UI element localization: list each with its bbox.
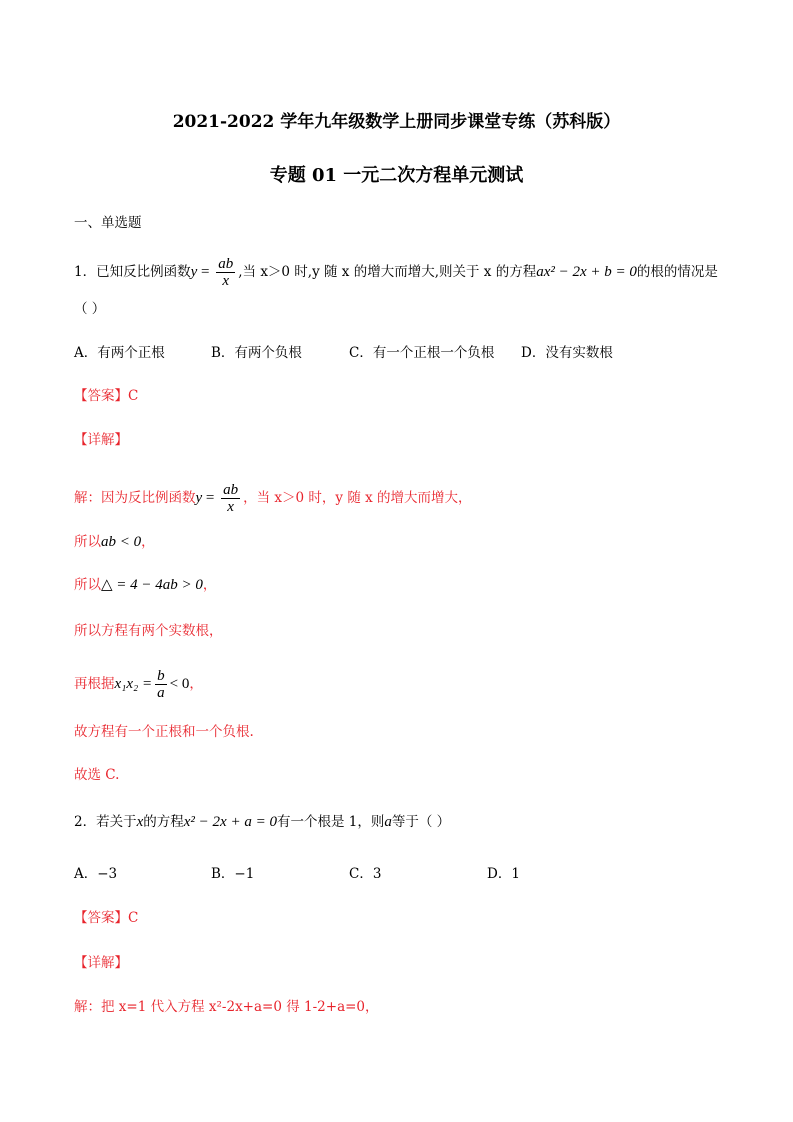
q1-fraction-numerator: ab bbox=[218, 256, 234, 272]
document-subtitle: 专题 01 一元二次方程单元测试 bbox=[269, 165, 524, 186]
q1-sol2-equation: ab < 0 bbox=[101, 534, 142, 550]
q1-equation: ax² − 2x + b = 0 bbox=[536, 264, 637, 280]
q2-text-a: 2．若关于 bbox=[74, 814, 137, 830]
q1-solution-line-7: 故选 C. bbox=[74, 767, 120, 783]
q2-equation: x² − 2x + a = 0 bbox=[183, 814, 277, 830]
q1-sol1-text-b: ，当 x＞0 时，y 随 x 的增大而增大， bbox=[243, 490, 472, 506]
q1-sol1-fraction bbox=[221, 482, 240, 515]
q2-option-a: A．−3 bbox=[74, 866, 118, 882]
q1-sol1-denominator: x bbox=[227, 499, 234, 515]
q1-sol5-lhs: x₁x₂ = bbox=[114, 676, 153, 692]
question-2-stem bbox=[74, 812, 450, 832]
q2-var-a: a bbox=[384, 814, 392, 830]
q1-solution-line-4: 所以方程有两个实数根， bbox=[74, 623, 223, 639]
q1-sol1-y: y bbox=[195, 490, 203, 506]
q2-detail-heading: 【详解】 bbox=[74, 955, 128, 971]
q2-text-c: 有一个根是 1，则 bbox=[276, 814, 385, 830]
q1-sol5-fraction bbox=[155, 668, 167, 701]
q1-fraction bbox=[216, 256, 235, 289]
q1-solution-line-2 bbox=[74, 532, 155, 552]
q1-sol5-text-b: ， bbox=[189, 676, 203, 692]
q1-option-b: B．有两个负根 bbox=[211, 345, 302, 361]
q1-sol5-numerator: b bbox=[157, 668, 165, 684]
q1-sol2-text-a: 所以 bbox=[74, 534, 101, 550]
section-heading: 一、单选题 bbox=[74, 215, 142, 231]
q2-answer: 【答案】C bbox=[74, 910, 139, 926]
q1-option-d: D．没有实数根 bbox=[521, 345, 613, 361]
q1-sol3-equation: △ = 4 − 4ab > 0 bbox=[101, 577, 203, 593]
q1-detail-heading: 【详解】 bbox=[74, 432, 128, 448]
q1-text-middle: ,当 x＞0 时,y 随 x 的增大而增大,则关于 x 的方程 bbox=[238, 264, 537, 280]
q1-sol3-text-a: 所以 bbox=[74, 577, 101, 593]
q1-paren: （ ） bbox=[74, 301, 106, 317]
q1-sol5-rhs: < 0 bbox=[169, 676, 190, 692]
q1-equals: = bbox=[197, 264, 214, 280]
q1-sol5-text-a: 再根据 bbox=[74, 676, 115, 692]
q2-text-b: 的方程 bbox=[143, 814, 184, 830]
q1-sol3-text-b: ， bbox=[202, 577, 217, 593]
q1-fraction-denominator: x bbox=[222, 273, 230, 289]
q1-sol5-denominator: a bbox=[157, 685, 165, 701]
q1-option-c: C．有一个正根一个负根 bbox=[349, 345, 495, 361]
q2-text-d: 等于（ ） bbox=[391, 814, 451, 830]
q2-option-b: B．−1 bbox=[211, 866, 255, 882]
q1-solution-line-6: 故方程有一个正根和一个负根. bbox=[74, 724, 254, 740]
q2-option-c: C．3 bbox=[349, 866, 382, 882]
q1-text-end: 的根的情况是 bbox=[636, 264, 718, 280]
q1-option-a: A．有两个正根 bbox=[74, 345, 165, 361]
q1-solution-line-3 bbox=[74, 575, 216, 595]
question-1-stem bbox=[74, 256, 718, 289]
q2-solution-line-1: 解：把 x=1 代入方程 x²-2x+a=0 得 1-2+a=0， bbox=[74, 999, 379, 1015]
q1-sol2-text-b: ， bbox=[141, 534, 155, 550]
q1-sol1-equals: = bbox=[202, 490, 219, 506]
document-title: 2021-2022 学年九年级数学上册同步课堂专练（苏科版） bbox=[172, 112, 621, 132]
q2-var-x: x bbox=[136, 814, 144, 830]
q1-solution-line-1 bbox=[74, 482, 472, 515]
q1-function-y: y bbox=[190, 264, 198, 280]
q1-sol1-numerator: ab bbox=[223, 482, 239, 498]
q2-option-d: D．1 bbox=[487, 866, 520, 882]
q1-solution-line-5 bbox=[74, 668, 203, 701]
q1-answer: 【答案】C bbox=[74, 388, 139, 404]
q1-sol1-text-a: 解：因为反比例函数 bbox=[74, 490, 196, 506]
q1-number-text: 1．已知反比例函数 bbox=[74, 264, 191, 280]
